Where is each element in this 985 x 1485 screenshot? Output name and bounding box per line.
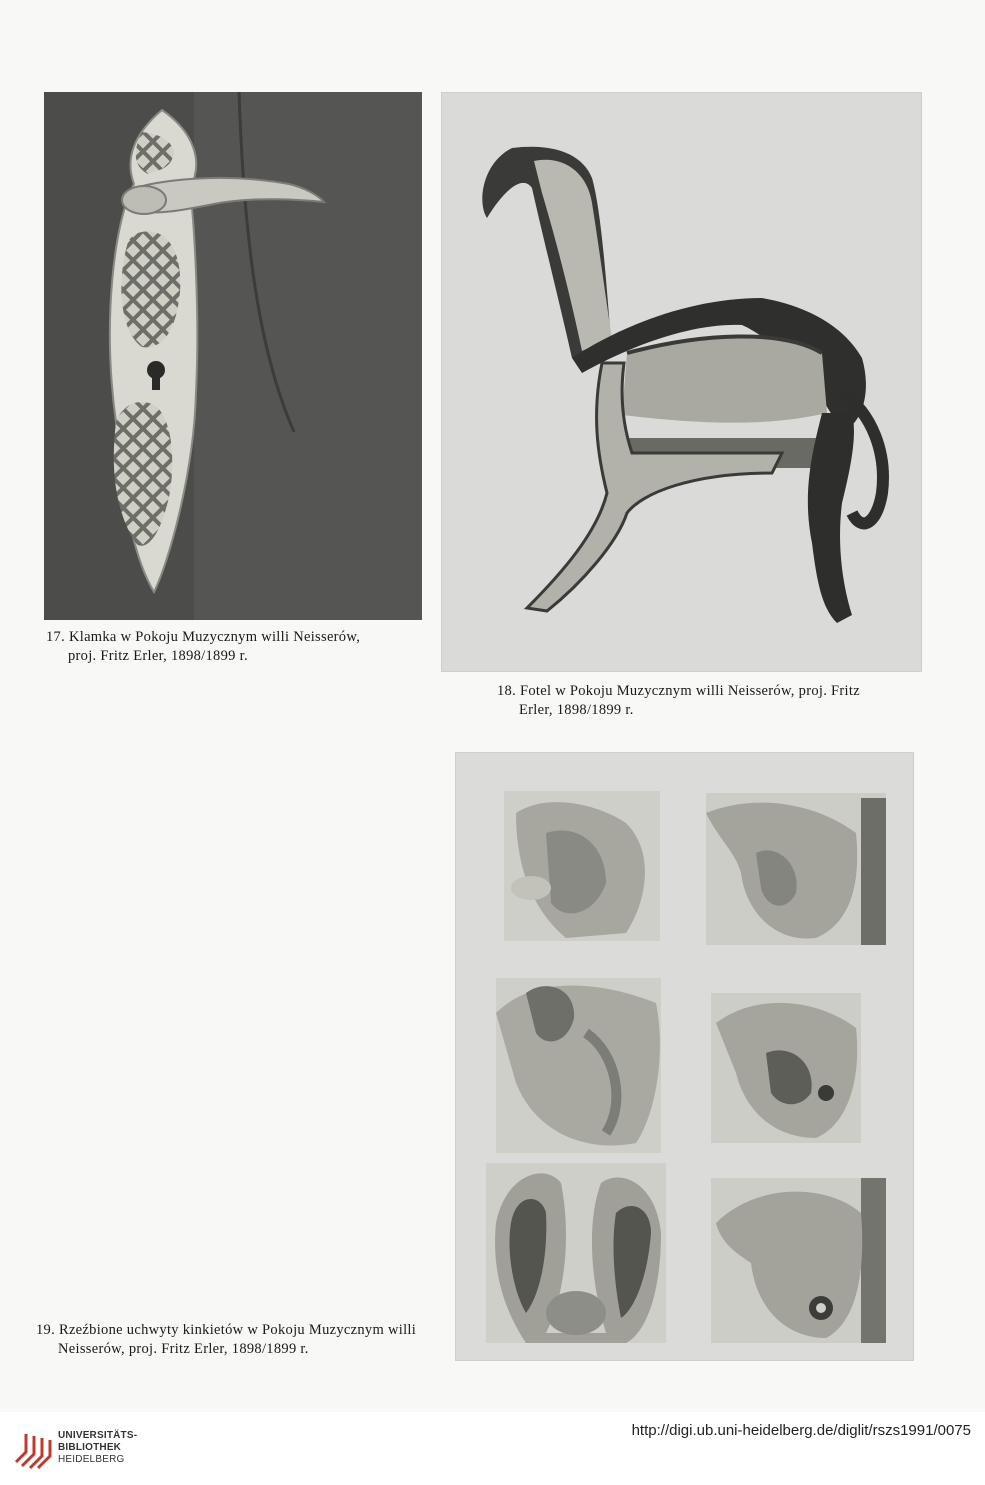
caption-line: Neisserów, proj. Fritz Erler, 1898/1899 r.: [58, 1341, 309, 1357]
figure-number: 18.: [497, 683, 517, 699]
figure-number: 19.: [36, 1322, 56, 1338]
carving-5: [486, 1163, 666, 1343]
caption-line: proj. Fritz Erler, 1898/1899 r.: [68, 648, 248, 664]
caption-line: Rzeźbione uchwyty kinkietów w Pokoju Muzycznym willi: [58, 1322, 417, 1338]
photo-door-handle: [44, 92, 422, 620]
caption-figure-18: [497, 682, 912, 720]
caption-figure-17: [46, 628, 418, 666]
library-name-line: UNIVERSITÄTS-: [58, 1430, 138, 1441]
caption-line: Klamka w Pokoju Muzycznym willi Neisserów,: [68, 629, 361, 645]
carving-1: [504, 791, 660, 941]
carving-4: [711, 993, 861, 1143]
library-name-line: BIBLIOTHEK: [58, 1442, 122, 1453]
caption-line: Fotel w Pokoju Muzycznym willi Neisserów, proj. Fritz: [519, 683, 860, 699]
caption-line: Erler, 1898/1899 r.: [519, 702, 634, 718]
digitization-footer: [0, 1412, 985, 1485]
figure-number: 17.: [46, 629, 66, 645]
source-url-link[interactable]: http://digi.ub.uni-heidelberg.de/diglit/rszs1991/0075: [631, 1422, 971, 1439]
photo-armchair: [441, 92, 922, 672]
library-name: [58, 1430, 137, 1466]
library-logo-icon: [12, 1428, 54, 1470]
caption-figure-19: [36, 1321, 456, 1359]
carving-6: [711, 1178, 886, 1343]
carving-2: [706, 793, 886, 945]
carving-3: [496, 978, 661, 1153]
library-name-line: HEIDELBERG: [58, 1454, 125, 1465]
photo-carved-holders: [455, 752, 914, 1361]
